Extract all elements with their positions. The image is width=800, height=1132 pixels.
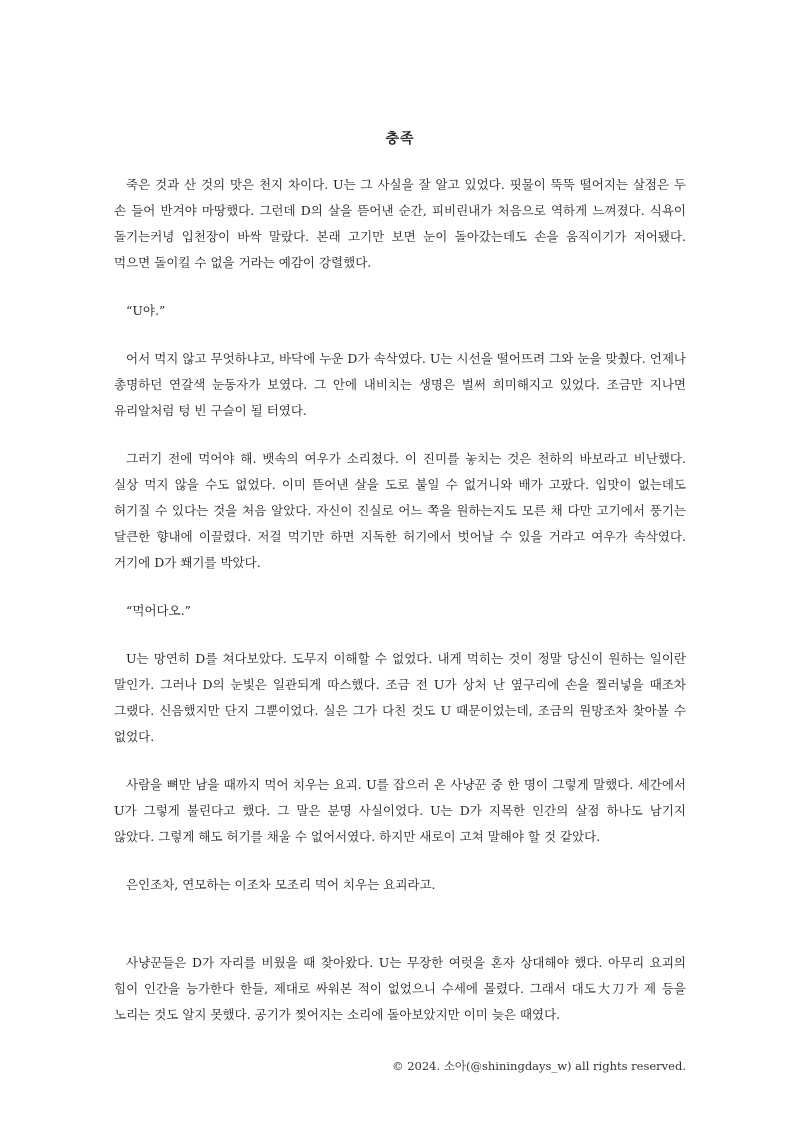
paragraph: “U야.”: [126, 303, 166, 318]
paragraph: 사람을 뼈만 남을 때까지 먹어 치우는 요괴. U를 잡으러 온 사냥꾼 중 한 명이 그렇게 말했다. 세간에서 U가 그렇게 불린다고 했다. 그 말은 분명 사실이었다. U는 D가 지목한 인간의 살점 하나도 남기지 않았다. 그렇게 해도 허기를 채울 수 없어서였다. 하지만 새로이 고쳐 말해야 할 것 같았다.: [114, 777, 686, 844]
paragraph: 사냥꾼들은 D가 자리를 비웠을 때 찾아왔다. U는 무장한 여럿을 혼자 상대해야 했다. 아무리 요괴의 힘이 인간을 능가한다 한들, 제대로 싸워본 적이 없었으니 수세에 몰렸다. 그래서 대도大刀가 제 등을 노리는 것도 알지 못했다. 공기가 찢어지는 소리에 돌아보았지만 이미 늦은 때였다.: [114, 955, 686, 1022]
paragraph: U는 망연히 D를 쳐다보았다. 도무지 이해할 수 없었다. 내게 먹히는 것이 정말 당신이 원하는 일이란 말인가. 그러나 D의 눈빛은 일관되게 따스했다. 조금 전 U가 상처 난 옆구리에 손을 찔러넣을 때조차 그랬다. 신음했지만 단지 그뿐이었다. 실은 그가 다친 것도 U 때문이었는데, 조금의 원망조차 찾아볼 수 없었다.: [114, 651, 686, 744]
section-break: [114, 920, 686, 950]
paragraph: “먹어다오.”: [126, 603, 192, 618]
paragraph: 죽은 것과 산 것의 맛은 천지 차이다. U는 그 사실을 잘 알고 있었다. 핏물이 뚝뚝 떨어지는 살점은 두 손 들어 반겨야 마땅했다. 그런데 D의 살을 뜯어낸 순간, 피비린내가 처음으로 역하게 느껴졌다. 식욕이 돌기는커녕 입천장이 바싹 말랐다. 본래 고기만 보면 눈이 돌아갔는데도 손을 움직이기가 저어됐다. 먹으면 돌이킬 수 없을 거라는 예감이 강렬했다.: [114, 177, 686, 270]
paragraph: 그러기 전에 먹어야 해. 뱃속의 여우가 소리쳤다. 이 진미를 놓치는 것은 천하의 바보라고 비난했다. 실상 먹지 않을 수도 없었다. 이미 뜯어낸 살을 도로 붙일 수 없거니와 배가 고팠다. 입맛이 없는데도 허기질 수 있다는 것을 처음 알았다. 자신이 진실로 어느 쪽을 원하는지도 모른 채 다만 고기에서 풍기는 달큰한 향내에 이끌렸다. 저걸 먹기만 하면 지독한 허기에서 벗어날 수 있을 거라고 여우가 속삭였다. 거기에 D가 쐐기를 박았다.: [114, 451, 686, 570]
paragraph: 어서 먹지 않고 무엇하냐고, 바닥에 누운 D가 속삭였다. U는 시선을 떨어뜨려 그와 눈을 맞췄다. 언제나 총명하던 연갈색 눈동자가 보였다. 그 안에 내비치는 생명은 벌써 희미해지고 있었다. 조금만 지나면 유리알처럼 텅 빈 구슬이 될 터였다.: [114, 351, 686, 418]
document-body: [114, 172, 686, 1050]
page-title: 충족: [385, 131, 415, 147]
copyright-footer: © 2024. 소아(@shiningdays_w) all rights reserved.: [392, 1059, 686, 1073]
paragraph: 은인조차, 연모하는 이조차 모조리 먹어 치우는 요괴라고.: [126, 877, 436, 892]
